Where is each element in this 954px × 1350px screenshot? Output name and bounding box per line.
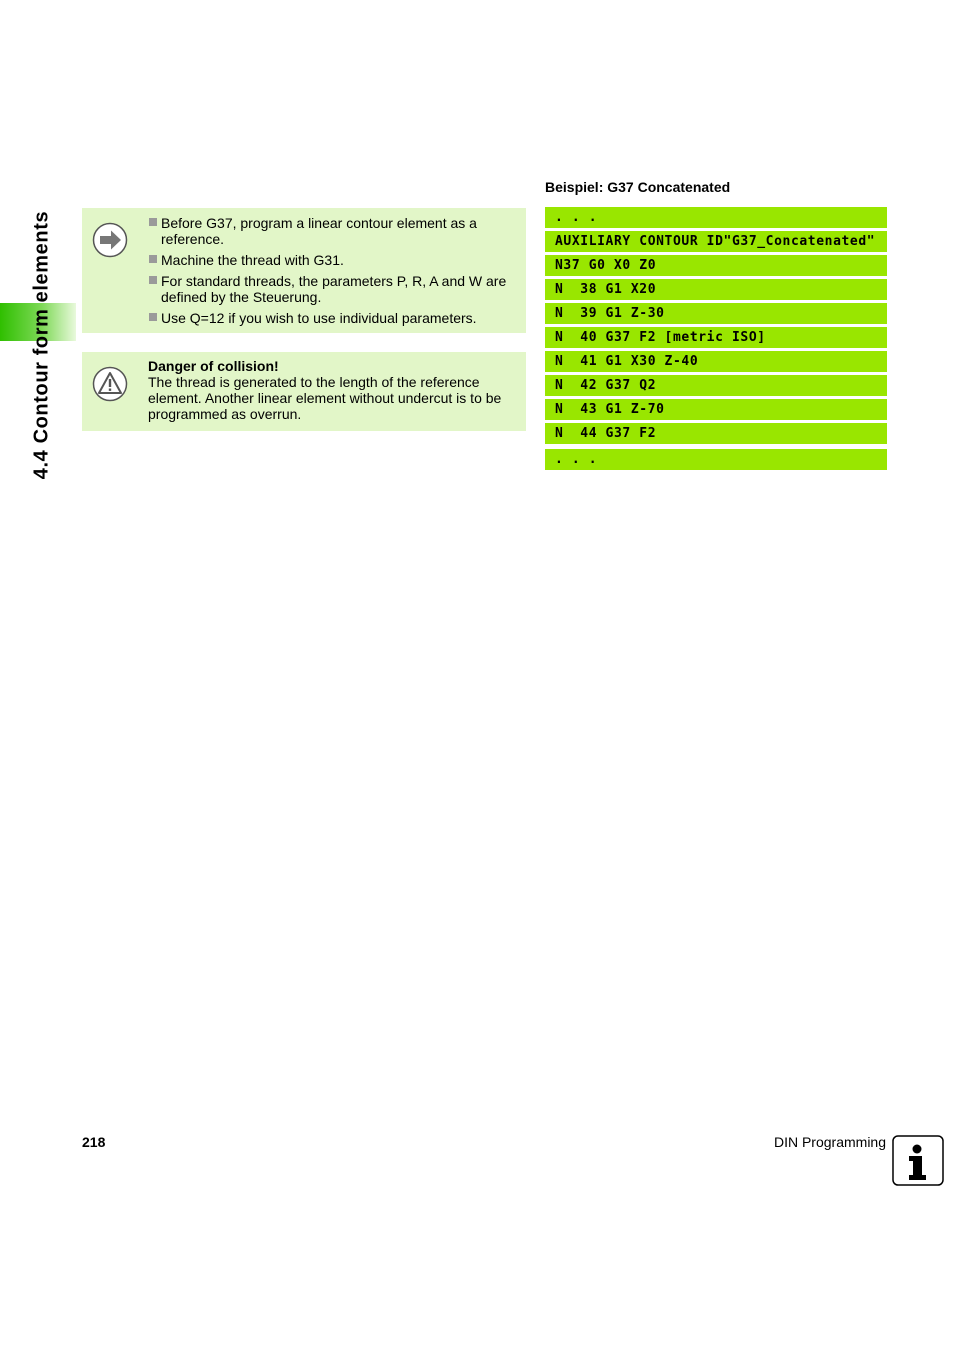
footer-chapter: DIN Programming: [773, 1134, 886, 1150]
code-line: N37 G0 X0 Z0: [545, 255, 887, 276]
code-line: . . .: [545, 449, 887, 470]
example-title: Beispiel: G37 Concatenated: [545, 179, 731, 195]
warning-text: The thread is generated to the length of the reference element. Another linear element without undercut is to be programmed as overrun.: [148, 374, 502, 422]
arrow-right-icon: [92, 222, 128, 263]
tip-item: For standard threads, the parameters P, R, A and W are defined by the Steuerung.: [148, 273, 516, 305]
code-line: N 43 G1 Z-70: [545, 399, 887, 420]
code-line: N 44 G37 F2: [545, 423, 887, 444]
warning-box: [82, 352, 526, 431]
tip-list: [148, 215, 516, 331]
info-icon: [892, 1135, 944, 1192]
tip-box: [82, 208, 526, 333]
code-line: N 42 G37 Q2: [545, 375, 887, 396]
code-line: N 40 G37 F2 [metric ISO]: [545, 327, 887, 348]
tip-item: Before G37, program a linear contour element as a reference.: [148, 215, 516, 247]
code-line: N 38 G1 X20: [545, 279, 887, 300]
tip-item: Use Q=12 if you wish to use individual parameters.: [148, 310, 516, 326]
code-line: . . .: [545, 207, 887, 228]
chapter-title: 4.4 Contour form elements: [30, 210, 53, 480]
code-line: N 41 G1 X30 Z-40: [545, 351, 887, 372]
page-number: 218: [82, 1134, 106, 1150]
warning-icon: [92, 366, 128, 407]
code-line: AUXILIARY CONTOUR ID"G37_Concatenated": [545, 231, 887, 252]
tip-item: Machine the thread with G31.: [148, 252, 516, 268]
warning-title: Danger of collision!: [148, 358, 279, 374]
code-line: N 39 G1 Z-30: [545, 303, 887, 324]
